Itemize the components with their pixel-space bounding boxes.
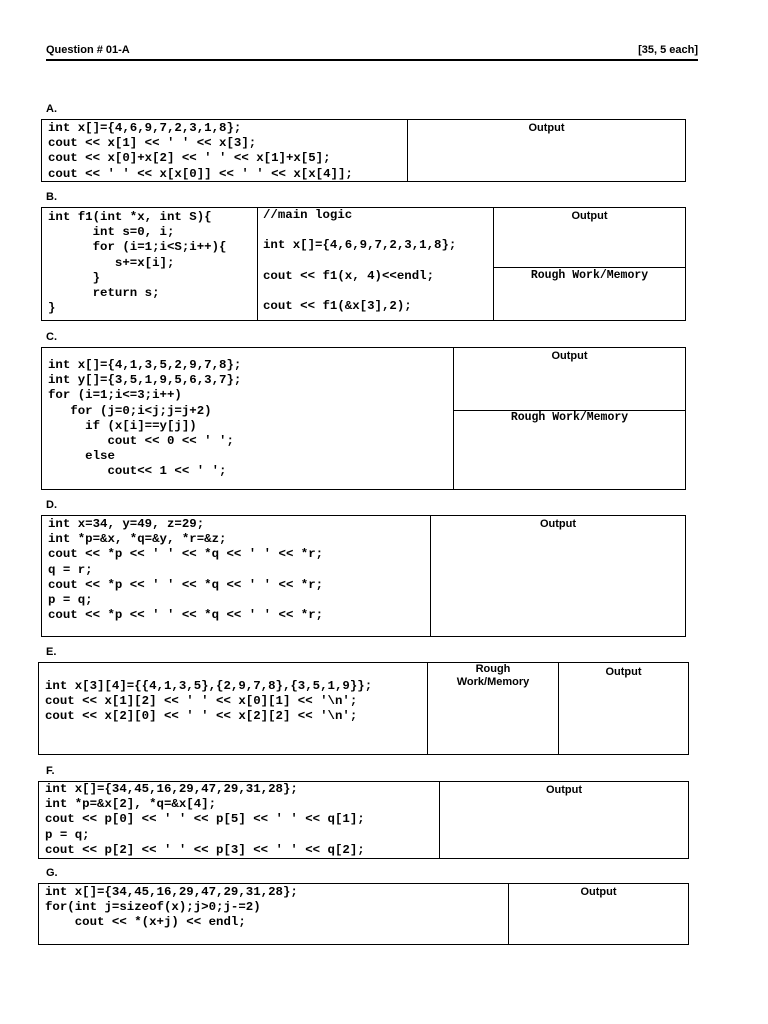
- section-b-rough-label: Rough Work/Memory: [530, 269, 649, 282]
- section-a-output-label: Output: [528, 122, 565, 134]
- section-c-box: [41, 347, 686, 490]
- section-g-output-label: Output: [580, 886, 617, 898]
- section-d-divider: [430, 516, 431, 636]
- section-g-label: G.: [46, 867, 58, 879]
- header-rule: [46, 59, 698, 61]
- section-a-box: [41, 119, 686, 182]
- section-f-label: F.: [46, 765, 55, 777]
- section-a-code: int x[]={4,6,9,7,2,3,1,8}; cout << x[1] << ' ' << x[3]; cout << x[0]+x[2] << ' ' << x[1]+x[5]; cout << ' ' << x[x[0]] << ' ' << x[x[4]];: [48, 121, 353, 181]
- marks-label: [35, 5 each]: [638, 44, 698, 56]
- section-e-rough-label: [428, 663, 558, 689]
- section-a-label: A.: [46, 103, 57, 115]
- section-e-label: E.: [46, 646, 57, 658]
- section-b-output-label: Output: [571, 210, 608, 222]
- section-e-output-label: Output: [605, 666, 642, 678]
- section-b-main-code: //main logic int x[]={4,6,9,7,2,3,1,8}; cout << f1(x, 4)<<endl; cout << f1(&x[3],2);: [263, 208, 457, 314]
- section-b-divider-1: [257, 208, 258, 320]
- section-c-rough-label: Rough Work/Memory: [510, 411, 629, 424]
- section-e-code: int x[3][4]={{4,1,3,5},{2,9,7,8},{3,5,1,9}}; cout << x[1][2] << ' ' << x[0][1] << '\n'; cout << x[2][0] << ' ' << x[2][2] << '\n';: [45, 679, 373, 724]
- section-c-label: C.: [46, 331, 57, 343]
- section-e-rough-line-1: Rough: [475, 663, 511, 675]
- question-title: Question # 01-A: [46, 44, 130, 56]
- section-b-box: [41, 207, 686, 321]
- section-b-output-divider: [493, 267, 685, 268]
- section-g-box: [38, 883, 689, 945]
- section-g-code: int x[]={34,45,16,29,47,29,31,28}; for(int j=sizeof(x);j>0;j-=2) cout << *(x+j) << endl;: [45, 885, 298, 930]
- section-f-code: int x[]={34,45,16,29,47,29,31,28}; int *p=&x[2], *q=&x[4]; cout << p[0] << ' ' << p[5] << ' ' << q[1]; p = q; cout << p[2] << ' ' << p[3] << ' ' << q[2];: [45, 782, 365, 857]
- section-d-code: int x=34, y=49, z=29; int *p=&x, *q=&y, *r=&z; cout << *p << ' ' << *q << ' ' << *r; q = r; cout << *p << ' ' << *q << ' ' << *r; p = q; cout << *p << ' ' << *q << ' ' << *r;: [48, 517, 324, 623]
- section-c-code: int x[]={4,1,3,5,2,9,7,8}; int y[]={3,5,1,9,5,6,3,7}; for (i=1;i<=3;i++) for (j=0;i<j;j=j+2) if (x[i]==y[j]) cout << 0 << ' '; else cout<< 1 << ' ';: [48, 358, 242, 479]
- section-e-box: [38, 662, 689, 755]
- section-f-output-label: Output: [545, 784, 583, 796]
- section-d-output-label: Output: [539, 518, 577, 530]
- section-f-box: [38, 781, 689, 859]
- section-b-divider-2: [493, 208, 494, 320]
- section-d-box: [41, 515, 686, 637]
- section-e-rough-line-2: Work/Memory: [456, 676, 530, 688]
- section-b-function-code: int f1(int *x, int S){ int s=0, i; for (i=1;i<S;i++){ s+=x[i]; } return s; }: [48, 210, 227, 316]
- section-d-label: D.: [46, 499, 57, 511]
- section-b-label: B.: [46, 191, 57, 203]
- section-c-output-label: Output: [551, 350, 588, 362]
